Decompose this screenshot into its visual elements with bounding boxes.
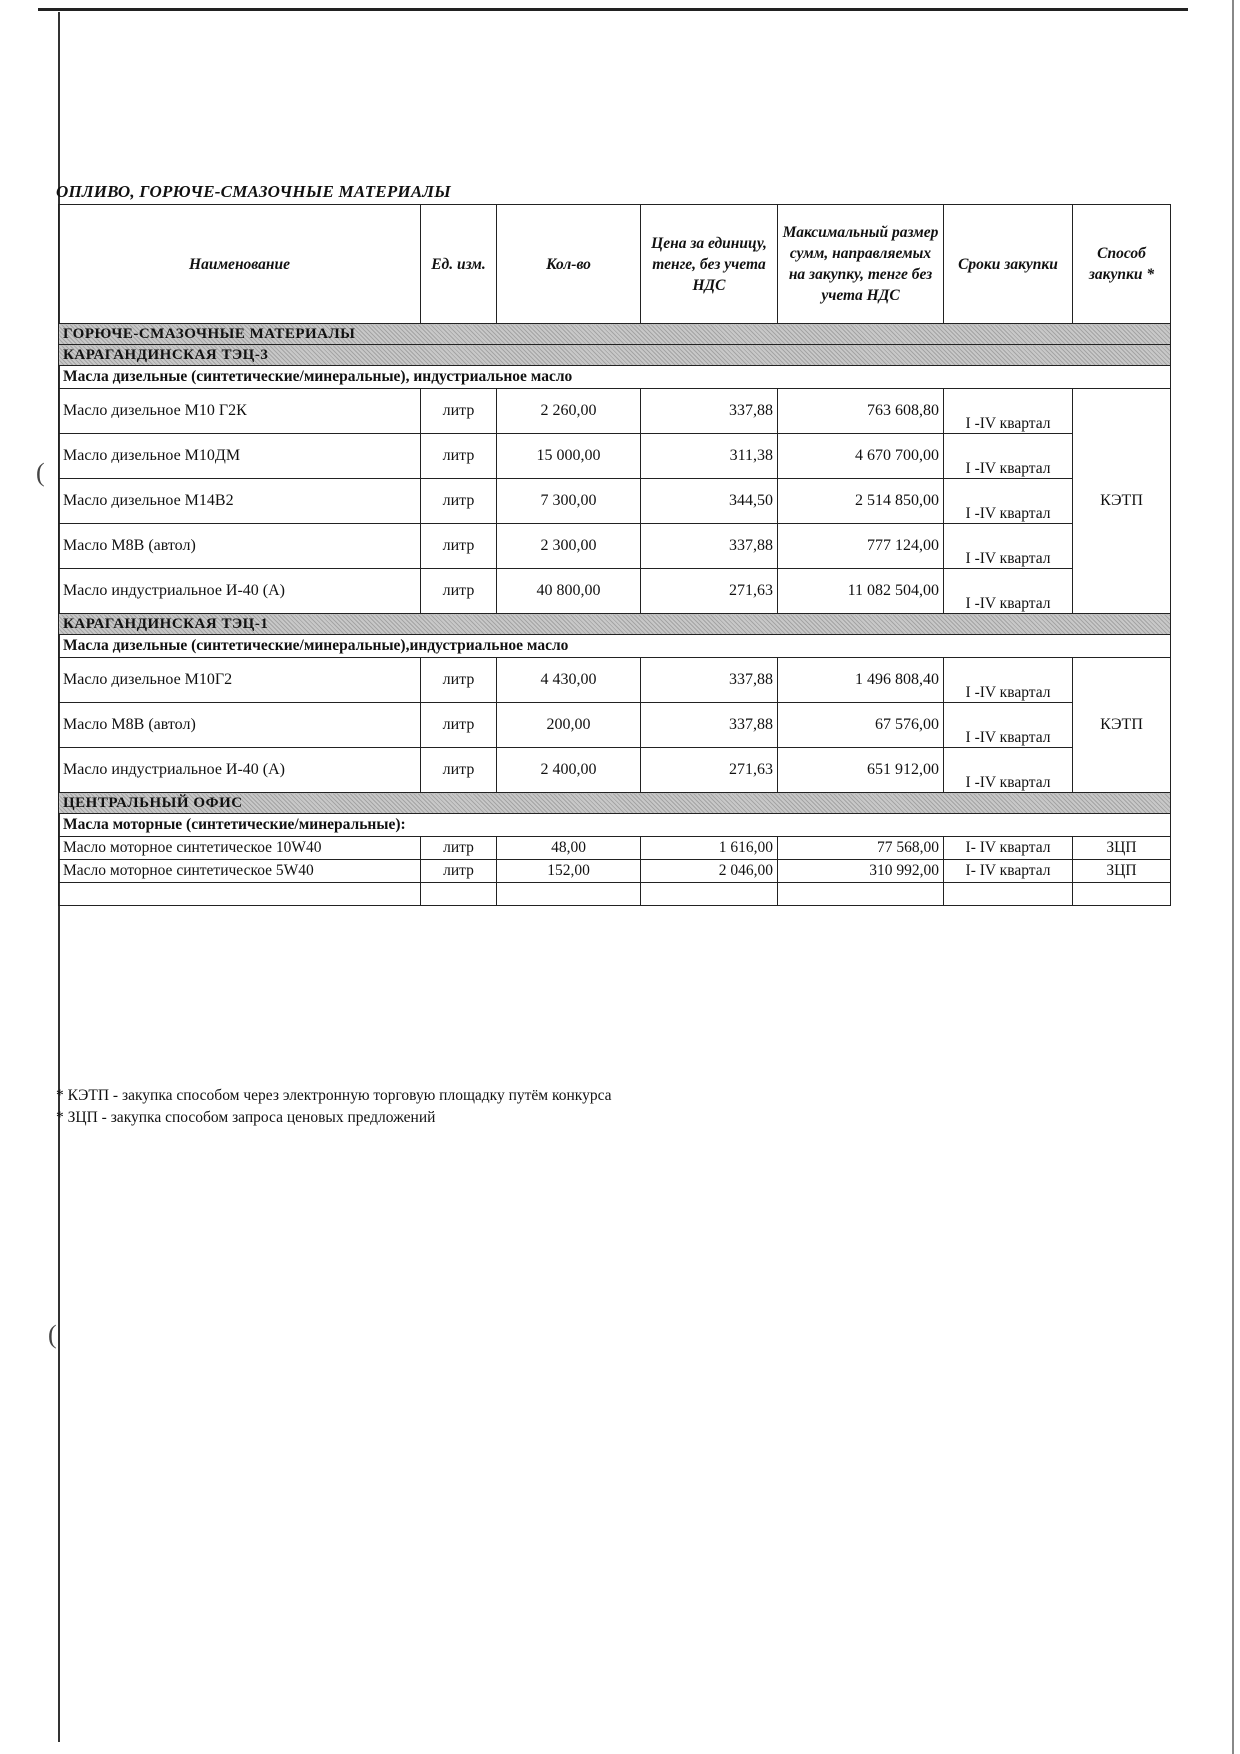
- table-row: [59, 524, 1171, 569]
- item-term: I -IV квартал: [944, 658, 1073, 703]
- item-name: Масло индустриальное И-40 (А): [59, 569, 421, 614]
- item-sum: 763 608,80: [778, 389, 944, 434]
- item-term: I -IV квартал: [944, 703, 1073, 748]
- blank-cell: [944, 883, 1073, 906]
- section-row: [59, 324, 1171, 345]
- item-price: 337,88: [641, 703, 778, 748]
- item-unit: литр: [421, 569, 497, 614]
- col-header-term: Сроки закупки: [944, 205, 1073, 324]
- col-header-qty: Кол-во: [497, 205, 641, 324]
- item-term: I -IV квартал: [944, 434, 1073, 479]
- subsection-title-tec1: Масла дизельные (синтетические/минеральные),индустриальное масло: [59, 635, 1171, 658]
- item-sum: 651 912,00: [778, 748, 944, 793]
- item-unit: литр: [421, 748, 497, 793]
- blank-cell: [497, 883, 641, 906]
- footnote-ketp: * КЭТП - закупка способом через электронную торговую площадку путём конкурса: [56, 1087, 612, 1104]
- item-term: I- IV квартал: [944, 837, 1073, 860]
- item-term: I -IV квартал: [944, 479, 1073, 524]
- item-qty: 2 300,00: [497, 524, 641, 569]
- item-price: 271,63: [641, 569, 778, 614]
- item-unit: литр: [421, 837, 497, 860]
- item-sum: 77 568,00: [778, 837, 944, 860]
- subsection-row: [59, 635, 1171, 658]
- table-row: [59, 389, 1171, 434]
- document-title: ОПЛИВО, ГОРЮЧЕ-СМАЗОЧНЫЕ МАТЕРИАЛЫ: [56, 182, 451, 201]
- item-price: 1 616,00: [641, 837, 778, 860]
- item-qty: 4 430,00: [497, 658, 641, 703]
- procurement-table: [58, 204, 1171, 906]
- section-row: [59, 614, 1171, 635]
- item-unit: литр: [421, 434, 497, 479]
- blank-cell: [778, 883, 944, 906]
- table-header-row: [59, 205, 1171, 324]
- subsection-row: [59, 366, 1171, 389]
- item-method: КЭТП: [1073, 389, 1171, 614]
- item-unit: литр: [421, 479, 497, 524]
- item-name: Масло дизельное М10 Г2К: [59, 389, 421, 434]
- item-sum: 2 514 850,00: [778, 479, 944, 524]
- scan-edge-right: [1232, 0, 1234, 1754]
- section-row: [59, 793, 1171, 814]
- item-term: I -IV квартал: [944, 524, 1073, 569]
- scan-artifact: (: [48, 1320, 57, 1349]
- footnotes: [56, 1085, 612, 1129]
- col-header-name: Наименование: [59, 205, 421, 324]
- item-qty: 15 000,00: [497, 434, 641, 479]
- item-unit: литр: [421, 524, 497, 569]
- blank-cell: [1073, 883, 1171, 906]
- item-term: I -IV квартал: [944, 748, 1073, 793]
- table-row: [59, 479, 1171, 524]
- item-unit: литр: [421, 860, 497, 883]
- table-row: [59, 658, 1171, 703]
- item-unit: литр: [421, 703, 497, 748]
- item-price: 337,88: [641, 658, 778, 703]
- item-qty: 2 400,00: [497, 748, 641, 793]
- table-row: [59, 860, 1171, 883]
- item-name: Масло дизельное М14В2: [59, 479, 421, 524]
- col-header-price: Цена за единицу, тенге, без учета НДС: [641, 205, 778, 324]
- item-qty: 152,00: [497, 860, 641, 883]
- item-price: 337,88: [641, 389, 778, 434]
- item-price: 2 046,00: [641, 860, 778, 883]
- col-header-unit: Ед. изм.: [421, 205, 497, 324]
- item-unit: литр: [421, 389, 497, 434]
- item-name: Масло моторное синтетическое 5W40: [59, 860, 421, 883]
- blank-cell: [641, 883, 778, 906]
- item-qty: 7 300,00: [497, 479, 641, 524]
- item-sum: 11 082 504,00: [778, 569, 944, 614]
- footnote-zcp: * ЗЦП - закупка способом запроса ценовых предложений: [56, 1109, 436, 1126]
- item-price: 344,50: [641, 479, 778, 524]
- item-method: ЗЦП: [1073, 860, 1171, 883]
- item-term: I -IV квартал: [944, 569, 1073, 614]
- table-row: [59, 748, 1171, 793]
- item-name: Масло М8В (автол): [59, 524, 421, 569]
- table-row: [59, 569, 1171, 614]
- section-title-gsm: ГОРЮЧЕ-СМАЗОЧНЫЕ МАТЕРИАЛЫ: [59, 324, 1171, 345]
- section-title-tec3: КАРАГАНДИНСКАЯ ТЭЦ-3: [59, 345, 1171, 366]
- item-sum: 4 670 700,00: [778, 434, 944, 479]
- section-title-tec1: КАРАГАНДИНСКАЯ ТЭЦ-1: [59, 614, 1171, 635]
- item-qty: 200,00: [497, 703, 641, 748]
- scan-artifact: (: [36, 458, 45, 487]
- item-name: Масло моторное синтетическое 10W40: [59, 837, 421, 860]
- item-method: ЗЦП: [1073, 837, 1171, 860]
- table-row: [59, 703, 1171, 748]
- item-method: КЭТП: [1073, 658, 1171, 793]
- blank-cell: [59, 883, 421, 906]
- table-row: [59, 434, 1171, 479]
- subsection-title-office: Масла моторные (синтетические/минеральные):: [59, 814, 1171, 837]
- item-price: 311,38: [641, 434, 778, 479]
- item-unit: литр: [421, 658, 497, 703]
- col-header-max-sum: Максимальный размер сумм, направляемых на закупку, тенге без учета НДС: [778, 205, 944, 324]
- item-price: 271,63: [641, 748, 778, 793]
- table-row-blank: [59, 883, 1171, 906]
- subsection-title-tec3: Масла дизельные (синтетические/минеральные), индустриальное масло: [59, 366, 1171, 389]
- item-name: Масло дизельное М10ДМ: [59, 434, 421, 479]
- item-qty: 40 800,00: [497, 569, 641, 614]
- item-name: Масло индустриальное И-40 (А): [59, 748, 421, 793]
- item-qty: 48,00: [497, 837, 641, 860]
- item-name: Масло дизельное М10Г2: [59, 658, 421, 703]
- item-sum: 777 124,00: [778, 524, 944, 569]
- item-name: Масло М8В (автол): [59, 703, 421, 748]
- section-title-office: ЦЕНТРАЛЬНЫЙ ОФИС: [59, 793, 1171, 814]
- item-term: I -IV квартал: [944, 389, 1073, 434]
- item-price: 337,88: [641, 524, 778, 569]
- col-header-method: Способ закупки *: [1073, 205, 1171, 324]
- blank-cell: [421, 883, 497, 906]
- item-sum: 67 576,00: [778, 703, 944, 748]
- scan-edge-top: [38, 8, 1188, 11]
- section-row: [59, 345, 1171, 366]
- table-row: [59, 837, 1171, 860]
- subsection-row: [59, 814, 1171, 837]
- item-term: I- IV квартал: [944, 860, 1073, 883]
- item-qty: 2 260,00: [497, 389, 641, 434]
- item-sum: 1 496 808,40: [778, 658, 944, 703]
- item-sum: 310 992,00: [778, 860, 944, 883]
